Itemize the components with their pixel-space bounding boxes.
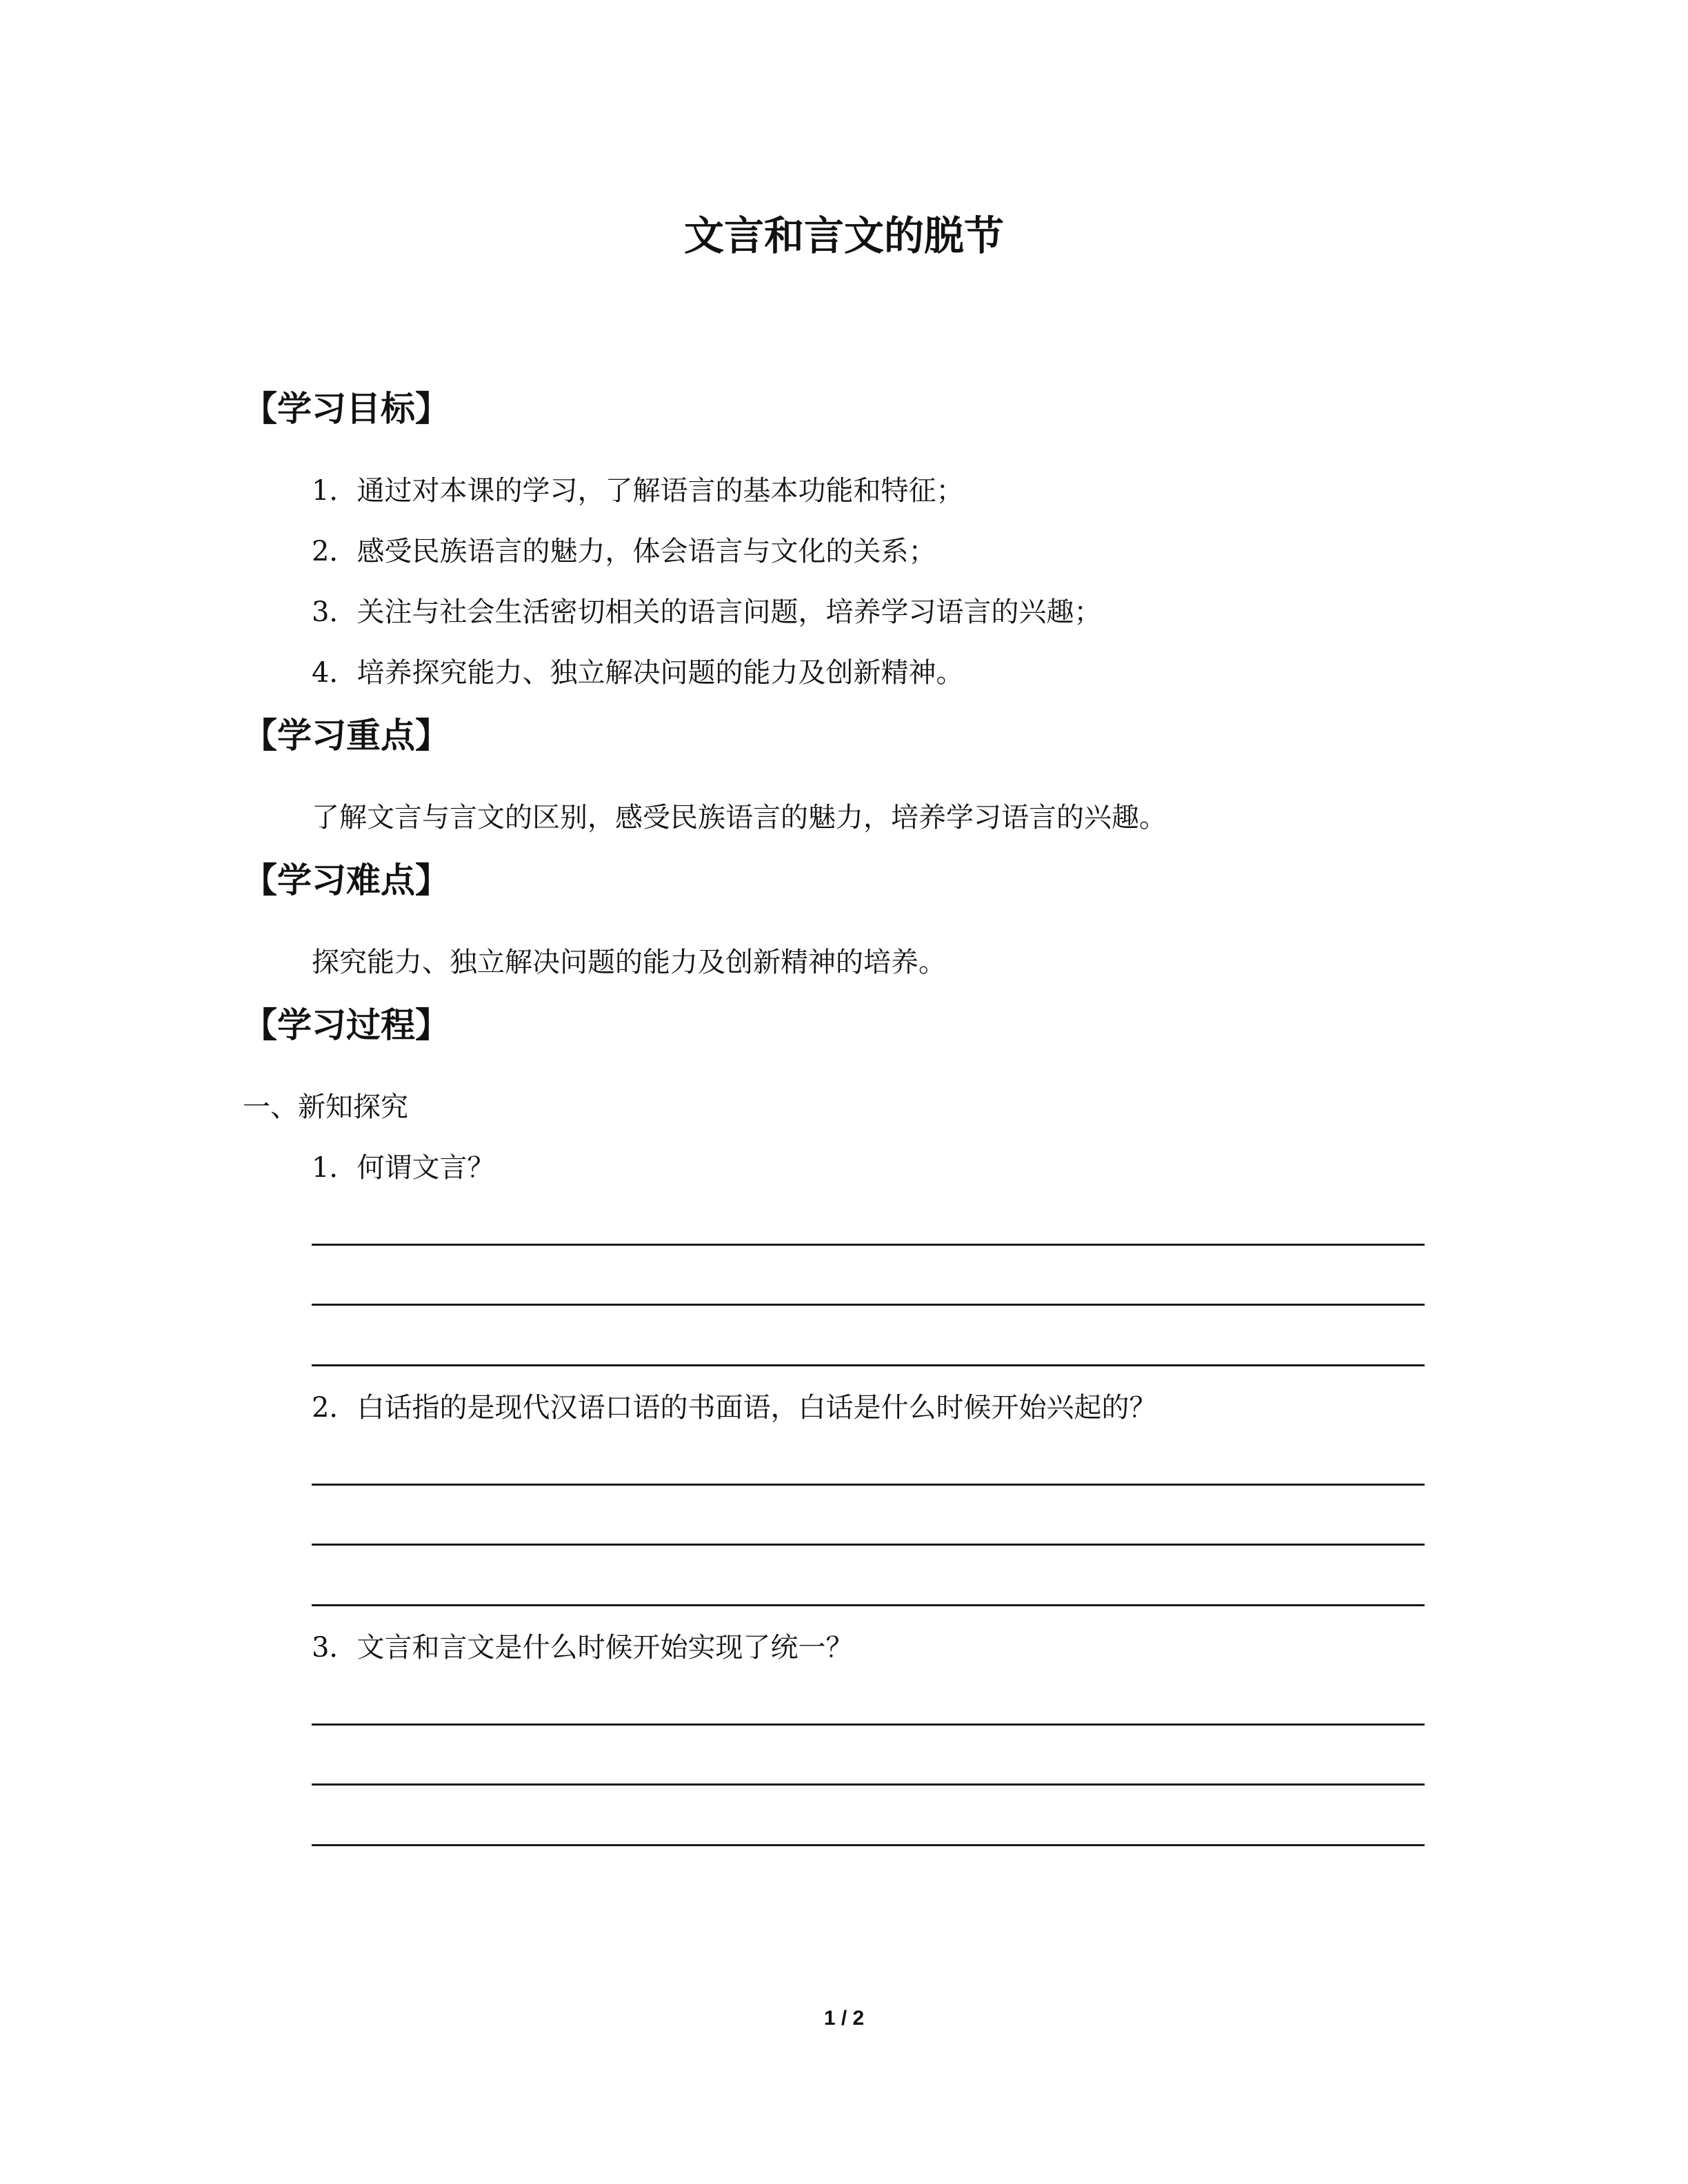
page-title: 文言和言文的脱节: [683, 212, 1004, 259]
answer-line[interactable]: [312, 1604, 1425, 1606]
answer-line[interactable]: [312, 1723, 1425, 1726]
answer-line[interactable]: [312, 1304, 1425, 1306]
question-3: 3．文言和言文是什么时候开始实现了统一？: [312, 1632, 854, 1664]
question-1: 1．何谓文言？: [312, 1152, 495, 1184]
difficulties-heading: 【学习难点】: [243, 860, 450, 900]
objective-item: 2．感受民族语言的魅力，体会语言与文化的关系；: [312, 536, 936, 567]
part-title: 一、新知探究: [243, 1091, 408, 1123]
process-heading: 【学习过程】: [243, 1005, 450, 1045]
answer-line[interactable]: [312, 1544, 1425, 1546]
answer-line[interactable]: [312, 1364, 1425, 1366]
objective-item: 4．培养探究能力、独立解决问题的能力及创新精神。: [312, 657, 964, 689]
answer-line[interactable]: [312, 1844, 1425, 1846]
objective-item: 3．关注与社会生活密切相关的语言问题，培养学习语言的兴趣；: [312, 596, 1102, 628]
answer-line[interactable]: [312, 1484, 1425, 1486]
answer-line[interactable]: [312, 1783, 1425, 1786]
objective-item: 1．通过对本课的学习，了解语言的基本功能和特征；: [312, 475, 964, 507]
difficulties-text: 探究能力、独立解决问题的能力及创新精神的培养。: [312, 947, 946, 978]
objectives-heading: 【学习目标】: [243, 389, 450, 429]
question-2: 2．白话指的是现代汉语口语的书面语，白话是什么时候开始兴起的？: [312, 1392, 1157, 1424]
key-points-text: 了解文言与言文的区别，感受民族语言的魅力，培养学习语言的兴趣。: [312, 802, 1167, 833]
answer-line[interactable]: [312, 1244, 1425, 1246]
page-number: 1 / 2: [823, 2007, 865, 2030]
key-points-heading: 【学习重点】: [243, 716, 450, 756]
